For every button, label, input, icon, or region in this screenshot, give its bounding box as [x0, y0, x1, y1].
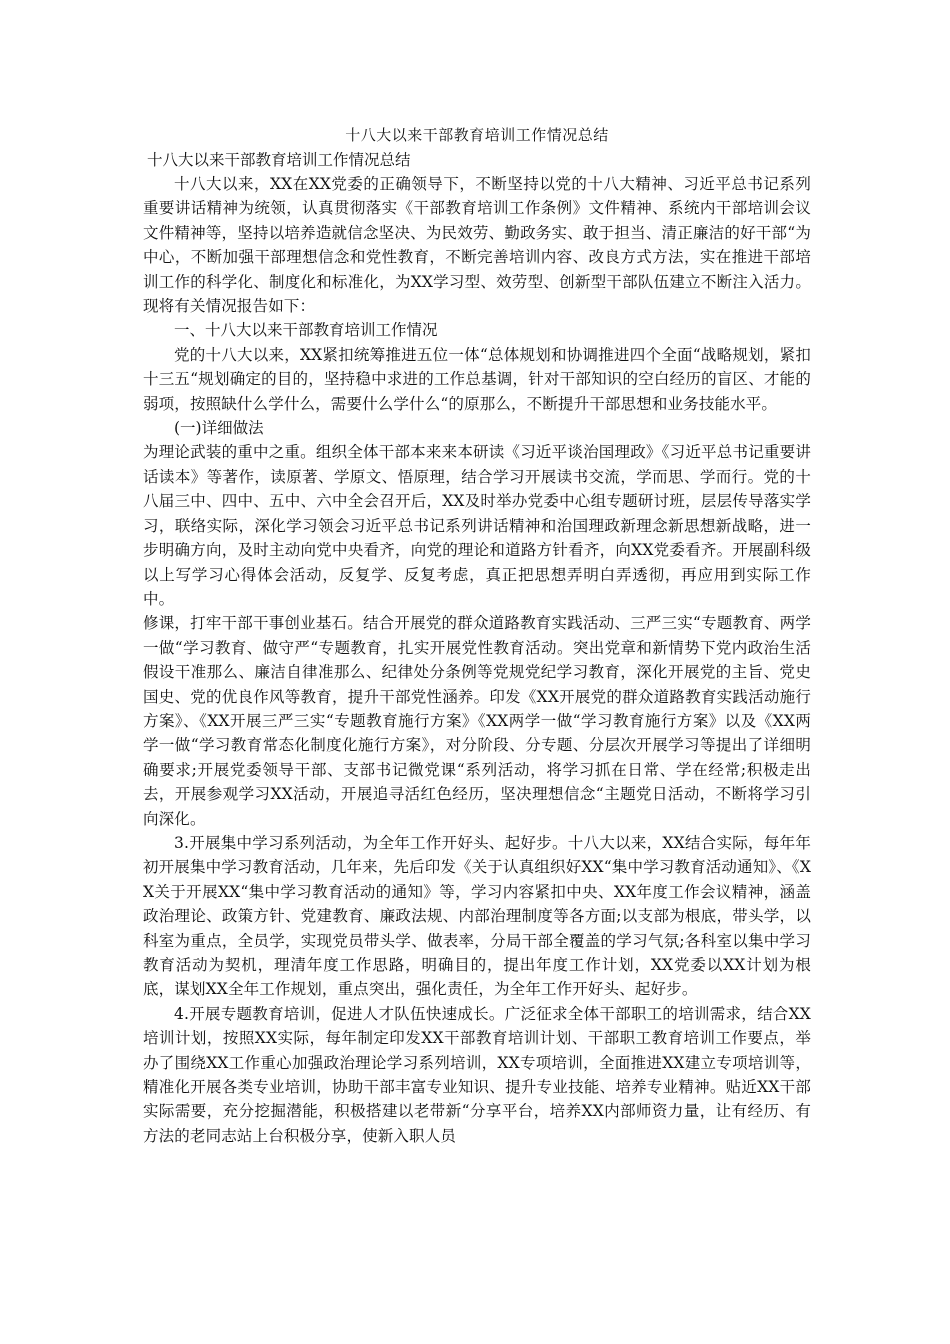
intro-paragraph: 十八大以来，XX在XX党委的正确领导下，不断坚持以党的十八大精神、习近平总书记系列重要讲话精神为统领，认真贯彻落实《干部教育培训工作条例》文件精神、系统内干部培训会议文件精神等，坚持以培养造就信念坚决、为民效劳、勤政务实、敢于担当、清正廉洁的好干部“为中心，不断加强干部理想信念和党性教育，不断完善培训内容、改良方式方法，实在推进干部培训工作的科学化、制度化和标准化，为XX学习型、效劳型、创新型干部队伍建立不断注入活力。现将有关情况报告如下：	[143, 175, 811, 316]
party-paragraph: 修课，打牢干部干事创业基石。结合开展党的群众道路教育实践活动、三严三实“专题教育、两学一做“学习教育、做守严“专题教育，扎实开展党性教育活动。突出党章和新情势下党内政治生活假设干准那么、廉洁自律准那么、纪律处分条例等党规党纪学习教育，深化开展党的主旨、党史国史、党的优良作风等教育，提升干部党性涵养。印发《XX开展党的群众道路教育实践活动施行方案》、《XX开展三严三实“专题教育施行方案》《XX两学一做“学习教育施行方案》以及《XX两学一做“学习教育常态化制度化施行方案》，对分阶段、分专题、分层次开展学习等提出了详细明确要求;开展党委领导干部、支部书记微党课“系列活动，将学习抓在日常、学在经常;积极走出去，开展参观学习XX活动，开展追寻活红色经历，坚决理想信念“主题党日活动，不断将学习引向深化。	[143, 614, 811, 828]
document-title: 十八大以来干部教育培训工作情况总结	[345, 126, 609, 144]
item-4-paragraph: 4.开展专题教育培训，促进人才队伍快速成长。广泛征求全体干部职工的培训需求，结合XX培训计划，按照XX实际，每年制定印发XX干部教育培训计划、干部职工教育培训工作要点，举办了围绕XX工作重心加强政治理论学习系列培训，XX专项培训，全面推进XX建立专项培训等，精准化开展各类专业培训，协助干部丰富专业知识、提升专业技能、培养专业精神。贴近XX干部实际需要，充分挖掘潜能，积极搭建以老带新“分享平台，培养XX内部师资力量，让有经历、有方法的老同志站上台积极分享，使新入职人员	[143, 1004, 811, 1145]
item-3-paragraph: 3.开展集中学习系列活动，为全年工作开好头、起好步。十八大以来，XX结合实际，每年年初开展集中学习教育活动，几年来，先后印发《关于认真组织好XX“集中学习教育活动通知》、《XX关于开展XX“集中学习教育活动的通知》等，学习内容紧扣中央、XX年度工作会议精神，涵盖政治理论、政策方针、党建教育、廉政法规、内部治理制度等各方面;以支部为根底，带头学，以科室为重点，全员学，实现党员带头学、做表率，分局干部全覆盖的学习气氛;各科室以集中学习教育活动为契机，理清年度工作思路，明确目的，提出年度工作计划，XX党委以XX计划为根底，谋划XX全年工作规划，重点突出，强化责任，为全年工作开好头、起好步。	[143, 833, 811, 999]
theory-paragraph: 为理论武装的重中之重。组织全体干部本来来本研读《习近平谈治国理政》《习近平总书记重要讲话读本》等著作，读原著、学原文、悟原理，结合学习开展读书交流，学而思、学而行。党的十八届三中、四中、五中、六中全会召开后，XX及时举办党委中心组专题研讨班，层层传导落实学习，联络实际，深化学习领会习近平总书记系列讲话精神和治国理政新理念新思想新战略，进一步明确方向，及时主动向党中央看齐，向党的理论和道路方针看齐，向XX党委看齐。开展副科级以上写学习心得体会活动，反复学、反复考虑，真正把思想弄明白弄透彻，再应用到实际工作中。	[143, 443, 811, 608]
section-1-heading: 一、十八大以来干部教育培训工作情况	[174, 321, 438, 340]
section-1-paragraph: 党的十八大以来，XX紧扣统筹推进五位一体“总体规划和协调推进四个全面“战略规划，紧扣十三五“规划确定的目的，坚持稳中求进的工作总基调，针对干部知识的空白经历的盲区、才能的弱项，按照缺什么学什么，需要什么学什么“的原那么，不断提升干部思想和业务技能水平。	[143, 345, 811, 413]
subsection-heading: (一)详细做法	[174, 419, 264, 438]
document-subtitle: 十八大以来干部教育培训工作情况总结	[147, 151, 411, 169]
document-page	[143, 124, 811, 1148]
